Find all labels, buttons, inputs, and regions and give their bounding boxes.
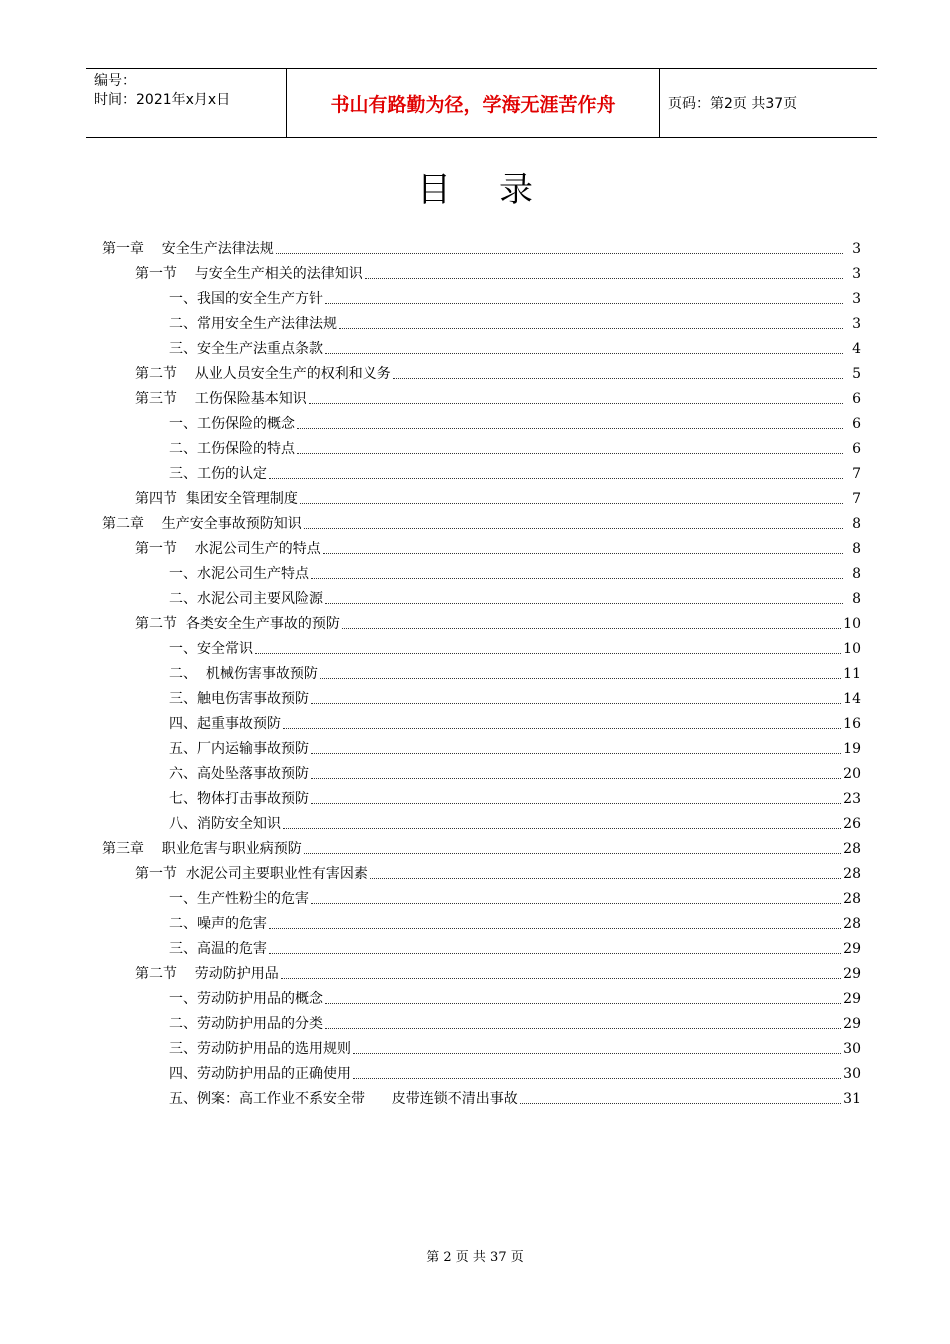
toc-entry-page: 30 [843,1066,861,1082]
toc-leader-dots [269,477,843,479]
toc-entry-title: 三、劳动防护用品的选用规则 [169,1041,351,1057]
toc-leader-dots [325,602,843,604]
toc-entry-page: 28 [843,916,861,932]
toc-leader-dots [311,802,841,804]
toc-leader-dots [269,952,841,954]
toc-entry-page: 8 [852,591,861,607]
toc-leader-dots [353,1052,841,1054]
toc-leader-dots [325,1027,841,1029]
toc-entry-title: 四、劳动防护用品的正确使用 [169,1066,351,1082]
toc-entry-title: 第一节 水泥公司主要职业性有害因素 [135,866,368,882]
toc-leader-dots [339,327,843,329]
toc-entry[interactable] [102,934,861,959]
toc-entry-page: 6 [852,391,861,407]
toc-entry-title: 二、常用安全生产法律法规 [169,316,337,332]
toc-entry-page: 5 [852,366,861,382]
toc-entry[interactable] [102,384,861,409]
toc-entry-page: 29 [843,991,861,1007]
toc-entry[interactable] [102,859,861,884]
toc-entry[interactable] [102,584,861,609]
toc-leader-dots [353,1077,841,1079]
toc-entry-title: 六、高处坠落事故预防 [169,766,309,782]
toc-leader-dots [325,1002,841,1004]
toc-entry[interactable] [102,509,861,534]
toc-entry-page: 3 [852,266,861,282]
toc-entry-page: 3 [852,316,861,332]
toc-entry-title: 二、劳动防护用品的分类 [169,1016,323,1032]
toc-leader-dots [325,302,843,304]
toc-leader-dots [304,527,843,529]
toc-leader-dots [276,252,843,254]
toc-entry[interactable] [102,784,861,809]
toc-leader-dots [365,277,843,279]
toc-entry-title: 第四节 集团安全管理制度 [135,491,298,507]
toc-entry-title: 二、工伤保险的特点 [169,441,295,457]
toc-leader-dots [304,852,841,854]
toc-entry-page: 29 [843,1016,861,1032]
time-label: 时间：2021年x月x日 [94,92,231,108]
toc-entry-page: 30 [843,1041,861,1057]
toc-entry-title: 第一章 安全生产法律法规 [102,241,274,257]
toc-leader-dots [309,402,843,404]
toc-entry-page: 19 [843,741,861,757]
toc-leader-dots [393,377,843,379]
toc-entry-page: 8 [852,516,861,532]
page-footer: 第 2 页 共 37 页 [426,1250,524,1265]
toc-entry-title: 一、水泥公司生产特点 [169,566,309,582]
table-of-contents [102,234,861,1109]
toc-entry-title: 第二节 劳动防护用品 [135,966,279,982]
toc-entry-title: 八、消防安全知识 [169,816,281,832]
toc-entry[interactable] [102,684,861,709]
toc-entry-title: 一、安全常识 [169,641,253,657]
toc-entry-title: 三、高温的危害 [169,941,267,957]
toc-leader-dots [311,902,841,904]
toc-leader-dots [323,552,843,554]
toc-entry[interactable] [102,409,861,434]
toc-entry-title: 四、起重事故预防 [169,716,281,732]
toc-entry-title: 一、劳动防护用品的概念 [169,991,323,1007]
toc-leader-dots [370,877,841,879]
header-meta [86,69,287,137]
toc-entry-title: 二、水泥公司主要风险源 [169,591,323,607]
toc-leader-dots [300,502,843,504]
toc-leader-dots [342,627,841,629]
toc-leader-dots [297,427,843,429]
toc-entry[interactable] [102,1059,861,1084]
toc-entry-title: 二、噪声的危害 [169,916,267,932]
toc-entry[interactable] [102,1084,861,1109]
toc-entry[interactable] [102,459,861,484]
toc-entry-page: 16 [843,716,861,732]
toc-entry-page: 28 [843,841,861,857]
toc-entry-page: 6 [852,416,861,432]
toc-entry-title: 七、物体打击事故预防 [169,791,309,807]
toc-entry-title: 第一节 水泥公司生产的特点 [135,541,321,557]
toc-entry[interactable] [102,884,861,909]
toc-entry[interactable] [102,909,861,934]
toc-entry-title: 第二节 从业人员安全生产的权利和义务 [135,366,391,382]
toc-entry-title: 一、工伤保险的概念 [169,416,295,432]
toc-entry-title: 三、安全生产法重点条款 [169,341,323,357]
toc-entry[interactable] [102,334,861,359]
toc-leader-dots [311,752,841,754]
toc-leader-dots [297,452,843,454]
header-motto: 书山有路勤为径，学海无涯苦作舟 [287,69,660,137]
toc-entry[interactable] [102,484,861,509]
toc-leader-dots [311,577,843,579]
toc-leader-dots [325,352,843,354]
toc-entry-page: 31 [843,1091,861,1107]
number-label: 编号： [94,73,136,89]
toc-entry[interactable] [102,234,861,259]
toc-entry[interactable] [102,1034,861,1059]
toc-leader-dots [269,927,841,929]
toc-entry[interactable] [102,984,861,1009]
toc-entry[interactable] [102,309,861,334]
toc-entry[interactable] [102,709,861,734]
toc-entry-page: 7 [852,466,861,482]
toc-entry-page: 10 [843,616,861,632]
toc-entry-title: 第三节 工伤保险基本知识 [135,391,307,407]
toc-leader-dots [281,977,841,979]
page-title: 目录 [417,170,581,210]
toc-entry-page: 29 [843,966,861,982]
toc-leader-dots [311,702,841,704]
toc-leader-dots [520,1102,841,1104]
toc-entry[interactable] [102,1009,861,1034]
toc-entry[interactable] [102,834,861,859]
toc-entry[interactable] [102,659,861,684]
toc-entry-page: 28 [843,891,861,907]
toc-entry-page: 20 [843,766,861,782]
toc-leader-dots [283,727,841,729]
toc-entry-title: 五、例案：高工作业不系安全带 皮带连锁不清出事故 [169,1091,518,1107]
toc-entry-page: 8 [852,541,861,557]
toc-entry-title: 第一节 与安全生产相关的法律知识 [135,266,363,282]
toc-entry-title: 五、厂内运输事故预防 [169,741,309,757]
toc-entry-page: 23 [843,791,861,807]
toc-entry[interactable] [102,284,861,309]
toc-leader-dots [311,777,841,779]
toc-entry-page: 26 [843,816,861,832]
toc-entry[interactable] [102,534,861,559]
header-page-info: 页码：第2页 共37页 [668,96,798,112]
document-header [86,68,877,138]
toc-entry[interactable] [102,634,861,659]
toc-entry[interactable] [102,759,861,784]
toc-entry[interactable] [102,359,861,384]
toc-entry-title: 第二章 生产安全事故预防知识 [102,516,302,532]
toc-entry[interactable] [102,959,861,984]
toc-entry[interactable] [102,734,861,759]
toc-entry-page: 10 [843,641,861,657]
toc-entry-page: 7 [852,491,861,507]
toc-leader-dots [283,827,841,829]
toc-entry-page: 11 [843,666,861,682]
toc-entry-page: 28 [843,866,861,882]
toc-entry-title: 第三章 职业危害与职业病预防 [102,841,302,857]
toc-entry-title: 三、工伤的认定 [169,466,267,482]
toc-leader-dots [255,652,841,654]
toc-entry-page: 4 [852,341,861,357]
toc-entry[interactable] [102,809,861,834]
toc-entry[interactable] [102,434,861,459]
toc-entry-page: 6 [852,441,861,457]
toc-leader-dots [320,677,841,679]
toc-entry-page: 8 [852,566,861,582]
toc-entry-page: 3 [852,241,861,257]
toc-entry-title: 一、生产性粉尘的危害 [169,891,309,907]
toc-entry[interactable] [102,609,861,634]
toc-entry-title: 三、触电伤害事故预防 [169,691,309,707]
toc-entry-title: 一、我国的安全生产方针 [169,291,323,307]
toc-entry-title: 第二节 各类安全生产事故的预防 [135,616,340,632]
toc-entry-page: 29 [843,941,861,957]
toc-entry[interactable] [102,559,861,584]
toc-entry-page: 14 [843,691,861,707]
toc-entry-page: 3 [852,291,861,307]
toc-entry[interactable] [102,259,861,284]
toc-entry-title: 二、 机械伤害事故预防 [169,666,318,682]
